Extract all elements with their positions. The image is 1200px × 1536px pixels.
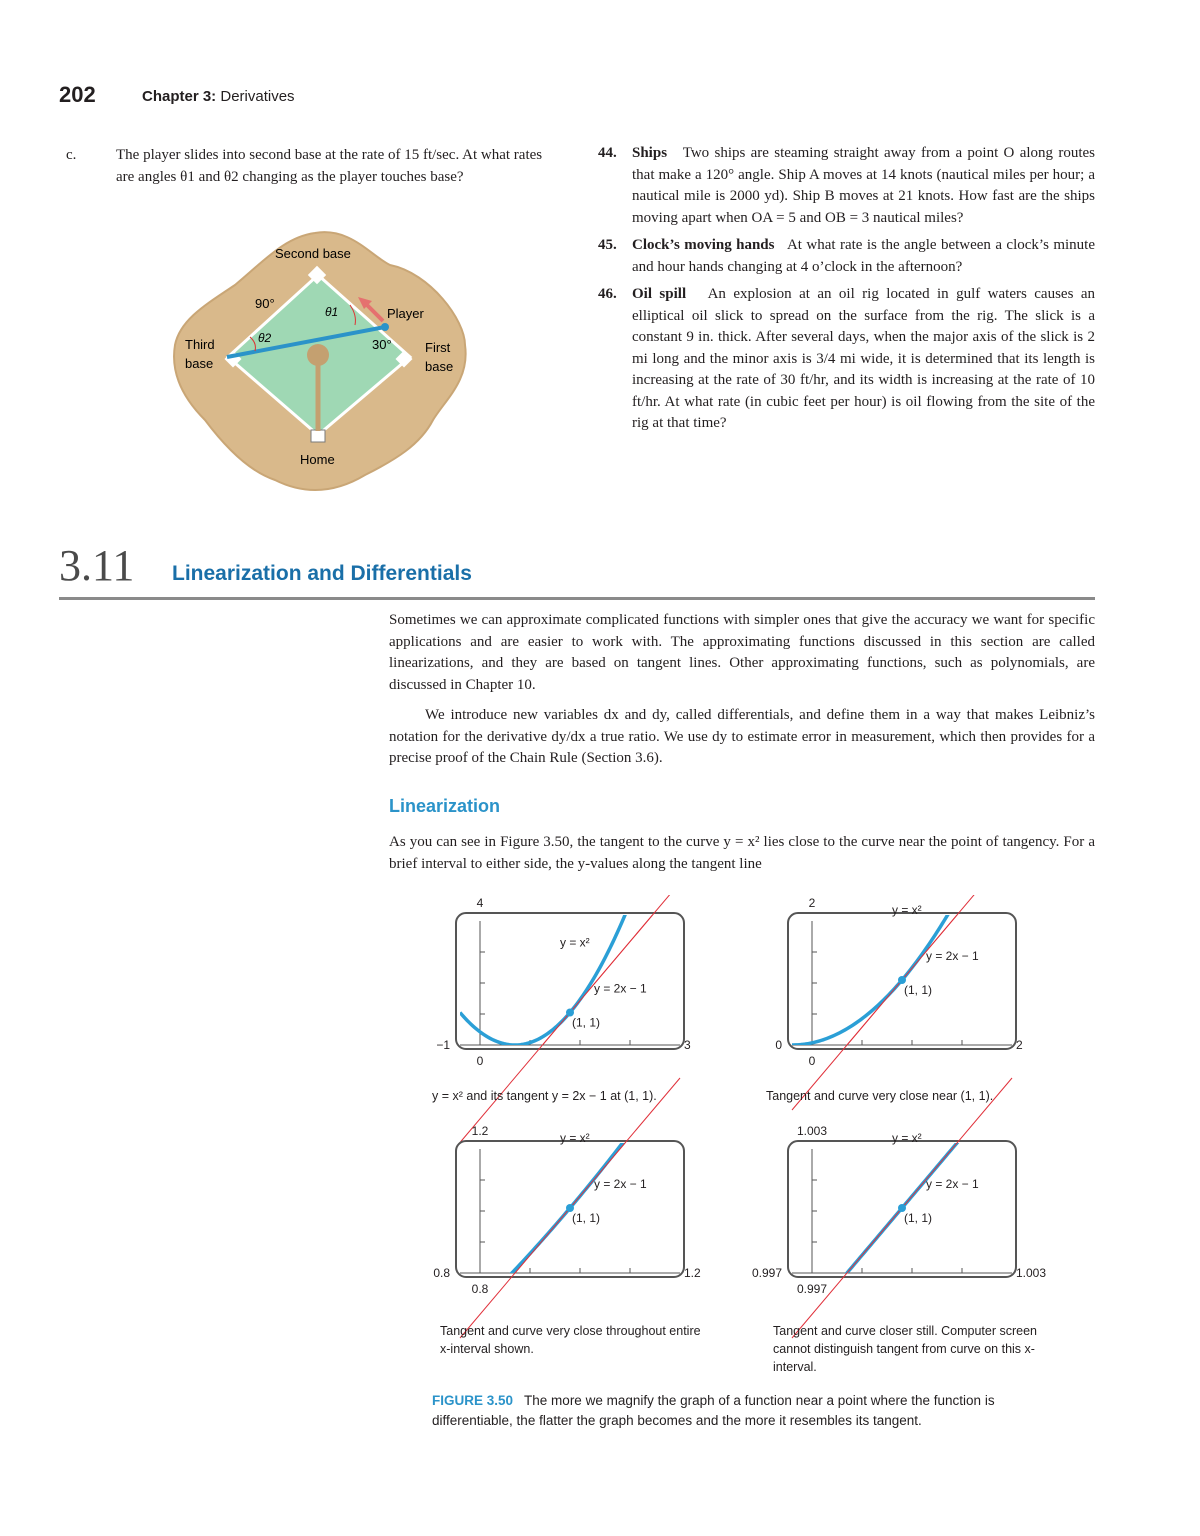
pitchers-mound xyxy=(307,344,329,366)
tangent-label: y = 2x − 1 xyxy=(594,1177,647,1191)
panel-caption: Tangent and curve very close near (1, 1). xyxy=(766,1089,994,1103)
exercise-text: At what rate is the angle between a clock’s minute and hour hands changing at 4 o’clock in the afternoon? xyxy=(632,237,1095,275)
tangent-label: y = 2x − 1 xyxy=(926,1177,979,1191)
theta2-label: θ2 xyxy=(258,331,272,345)
x-min-label: 0 xyxy=(775,1038,782,1052)
tangent-line xyxy=(792,895,1012,1110)
figure-3-50-graphs xyxy=(420,895,1120,1395)
figure-label: FIGURE 3.50 xyxy=(432,1393,514,1408)
x-min-label: 0.8 xyxy=(433,1266,450,1280)
curve-label: y = x² xyxy=(560,935,590,950)
point-label: (1, 1) xyxy=(572,1015,601,1030)
curve-label: y = x² xyxy=(892,903,922,917)
x-max-label: 3 xyxy=(684,1038,691,1052)
exercise-title: Ships xyxy=(632,145,668,161)
y-min-label: 0.8 xyxy=(471,1282,489,1296)
section-title: Linearization and Differentials xyxy=(172,562,472,585)
first-label-2: base xyxy=(425,359,454,374)
home-plate xyxy=(311,430,325,442)
tangent-line xyxy=(460,895,680,1143)
curve-x-squared xyxy=(792,895,1012,1045)
x-max-label: 1.2 xyxy=(684,1266,701,1280)
chapter-label: Chapter 3: xyxy=(142,88,217,105)
exercise-number: 46. xyxy=(598,286,617,302)
exercise-title: Clock’s moving hands xyxy=(632,237,775,253)
linearization-paragraph: As you can see in Figure 3.50, the tangent to the curve y = x² lies close to the curve near the point of tangency. For a brief interval to either side, the y-values along the tangent line xyxy=(389,834,1095,872)
exercise-text: Two ships are steaming straight away from a point O along routes that make a 120° angle. Ship A moves at 14 knots (nautical miles per hour; a nautical mile is 2000 yd). Ship B moves at 21 knots. How fast are the ships moving apart when OA = 5 and OB = 3 nautical miles? xyxy=(632,145,1095,226)
curve-x-squared xyxy=(460,895,669,1045)
graph-frame xyxy=(456,913,684,1049)
section-number: 3.11 xyxy=(59,541,135,590)
tangent-overlay xyxy=(460,895,680,1143)
x-max-label: 2 xyxy=(1016,1038,1023,1052)
x-max-label: 1.003 xyxy=(1016,1266,1047,1280)
tangent-label: y = 2x − 1 xyxy=(926,949,979,963)
point-label: (1, 1) xyxy=(904,1211,933,1225)
player-dot xyxy=(381,323,389,331)
second-base-label: Second base xyxy=(275,246,351,261)
point-label: (1, 1) xyxy=(572,1211,601,1225)
subsection-title: Linearization xyxy=(389,796,501,816)
intro-paragraph-2: We introduce new variables dx and dy, called differentials, and define them in a way that makes Leibniz’s notation for the derivative dy/dx a true ratio. We use dy to estimate error in measurement, which then provides for a precise proof of the Chain Rule (Section 3.6). xyxy=(389,707,1095,766)
exercise-number: 45. xyxy=(598,237,617,253)
theta1-label: θ1 xyxy=(325,305,339,319)
tangent-label: y = 2x − 1 xyxy=(594,981,647,996)
third-label-2: base xyxy=(185,356,214,371)
y-max-label: 1.2 xyxy=(471,1124,489,1138)
exercise-c-text: The player slides into second base at the rate of 15 ft/sec. At what rates are angles θ1 and θ2 changing as the player touches base? xyxy=(116,147,543,185)
panel-caption: Tangent and curve closer still. Computer screen cannot distinguish tangent from curve on this x-interval. xyxy=(773,1324,1038,1374)
figure-caption xyxy=(432,1391,1048,1431)
exercise-item xyxy=(598,284,1095,435)
angle-30-label: 30° xyxy=(372,337,392,352)
running-header xyxy=(142,88,295,105)
panel-caption: Tangent and curve very close throughout entire x-interval shown. xyxy=(440,1324,701,1356)
tangent-overlay xyxy=(792,895,1012,1110)
x-min-label: 0.997 xyxy=(751,1266,782,1280)
first-label-1: First xyxy=(425,340,451,355)
point-label: (1, 1) xyxy=(904,983,933,997)
y-min-label: 0 xyxy=(808,1054,816,1068)
curve-label: y = x² xyxy=(560,1131,590,1145)
curve-label: y = x² xyxy=(892,1131,922,1145)
third-label-1: Third xyxy=(185,337,215,352)
figure-caption-text: The more we magnify the graph of a function near a point where the function is differentiable, the flatter the graph becomes and the more it resembles its tangent. xyxy=(432,1393,995,1428)
exercise-number: 44. xyxy=(598,145,617,161)
exercise-list xyxy=(598,143,1095,435)
intro-paragraph-1: Sometimes we can approximate complicated functions with simpler ones that give the accuracy we want for specific applications and are easier to work with. The approximating functions discussed in this section are called linearizations, and they are based on tangent lines. Other approximating functions, such as polynomials, are discussed in Chapter 10. xyxy=(389,612,1095,693)
y-max-label: 1.003 xyxy=(796,1124,828,1138)
section-rule xyxy=(59,597,1095,600)
exercise-text: An explosion at an oil rig located in gulf waters causes an elliptical oil slick to spread on the surface from the rig. The slick is a constant 9 in. thick. After several days, when the major axis of the slick is 2 mi long and the minor axis is 3/4 mi wide, it is determined that its length is increasing at the rate of 30 ft/hr, and its width is increasing at the rate of 10 ft/hr. At what rate (in cubic feet per hour) is oil flowing from the site of the rig at that time? xyxy=(632,286,1095,431)
exercise-c-label: c. xyxy=(66,147,77,163)
chapter-name: Derivatives xyxy=(220,88,295,105)
panel-caption: y = x² and its tangent y = 2x − 1 at (1, 1). xyxy=(432,1089,657,1103)
home-label: Home xyxy=(300,452,335,467)
x-min-label: −1 xyxy=(436,1038,450,1052)
angle-90-label: 90° xyxy=(255,296,275,311)
y-min-label: 0 xyxy=(476,1054,484,1068)
exercise-title: Oil spill xyxy=(632,286,687,302)
baseball-diamond-diagram xyxy=(165,225,475,500)
exercise-item xyxy=(598,235,1095,278)
player-label: Player xyxy=(387,306,424,321)
y-max-label: 2 xyxy=(808,896,816,910)
y-max-label: 4 xyxy=(476,896,484,910)
exercise-c xyxy=(66,145,552,188)
exercise-item xyxy=(598,143,1095,229)
page-number: 202 xyxy=(59,82,96,107)
y-min-label: 0.997 xyxy=(796,1282,828,1296)
